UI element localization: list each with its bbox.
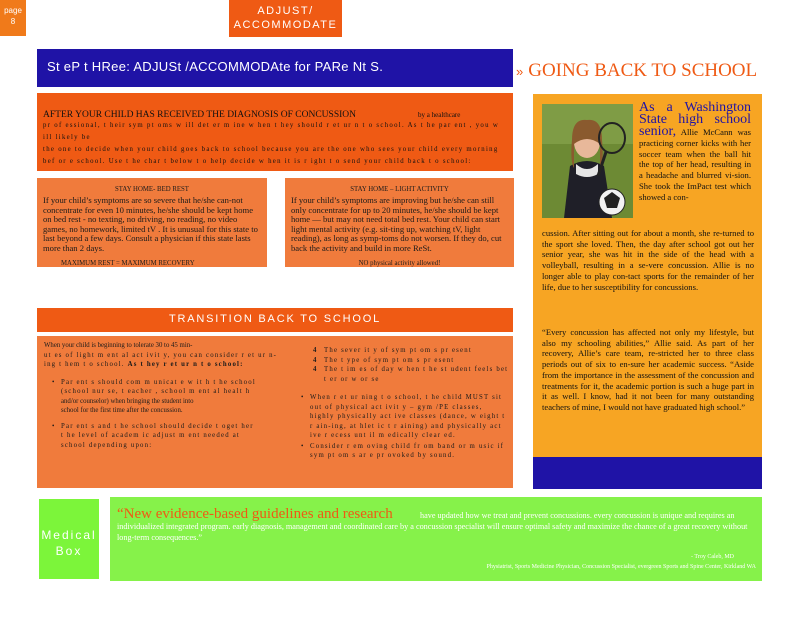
list-item-line: school for the first time after the concussion. (61, 407, 183, 414)
transition-intro-2: ut es of light m ent al act ivit y, you can consider r et ur n- (44, 351, 278, 359)
list-item: • Consider r em oving child fr om band or m usic if sym pt om s ar e pr ovoked by sound. (299, 442, 509, 461)
factor-marker: 4 (313, 356, 317, 364)
factor-item (313, 365, 509, 384)
athlete-story-sidebar (533, 94, 762, 457)
going-back-title: GOING BACK TO SCHOOL (528, 60, 758, 81)
diagnosis-byline: by a healthcare (418, 111, 461, 119)
transition-title: TRANSITION BACK TO SCHOOL (168, 313, 382, 325)
bed-rest-footer: MAXIMUM REST = MAXIMUM RECOVERY (61, 259, 195, 267)
medical-box-line1: Medical (41, 528, 97, 542)
diagnosis-panel (37, 93, 513, 171)
light-activity-body: If your child’s symptoms are improving but he/she can still only concentrate for up to 20 minutes, he/she should be kept home — but may not need total bed rest. Your child can start light mental activity (e.g. sit-ting up, watching tV, light reading), as long as symp-toms do not worsen. If they do, cut back the activity and build in more ReSt. (291, 195, 502, 253)
medical-quote-body: have updated how we treat and prevent concussions. every concussion is unique and requires an individualized integrated program. early diagnosis, management and coordinated care by a concussion specialist will ensure optimal safety and maximize the chance of a great recovery without long-term consequences.” (117, 511, 748, 542)
diagnosis-line-1: pr of essional, t heir sym pt oms w ill det er m ine w hen t hey should r et ur n t o school. As t he par ent , you w ill likely be (43, 122, 500, 141)
transition-right-column (299, 346, 509, 462)
medical-box-line2: Box (55, 544, 83, 558)
factor-marker: 4 (313, 347, 317, 354)
page-number-tab (0, 0, 26, 36)
athlete-story-lead-big: As a Washington State high school senior, (639, 100, 751, 139)
list-item: • When r et ur ning t o school, t he child MUST sit out of physical act ivit y – gym /PE classes, highly physically act ive classes (dance, w eight t r ain-ing, at hlet ic t r aining) and physically act ive r ecess unt il m edically clear ed. (299, 393, 509, 441)
factor-item (313, 346, 509, 356)
transition-banner (37, 308, 513, 332)
light-activity-footer: NO physical activity allowed! (358, 259, 441, 267)
page-label: page (4, 6, 22, 15)
transition-left-column (44, 341, 292, 456)
section-tab-line1: ADJUST/ (257, 5, 314, 17)
medical-quote-title: Physiatrist, Sports Medicine Physician, Concussion Specialist, evergreen Sports and Spine Center, Kirkland WA (486, 564, 756, 571)
athlete-story-quote: “Every concussion has affected not only my lifestyle, but also my schooling abilities,” Allie said. As part of her recovery, Allie’s care team, re-stricted her to three class periods out of six to en-sure her academic success. “Aside from the importance in the assessment of the concussion and treatments for it, the academic portion is such a huge part in it as well. I know, had it not been for many outstanding teachers of mine, I would not have graduated high school.” (542, 327, 754, 412)
transition-intro-3 (44, 360, 292, 370)
athlete-photo (542, 104, 633, 218)
factor-item (313, 356, 509, 366)
bed-rest-box (37, 178, 267, 267)
diagnosis-line-3: bef or e school. Use t he char t below t o help decide w hen it is r ight t o send your child back t o school: (43, 158, 472, 165)
step-three-title: St eP t HRee: ADJUSt /ACCOMMODAte for PARe Nt S. (47, 59, 384, 74)
transition-intro-1: When your child is beginning to tolerate 30 to 45 min- (44, 342, 193, 349)
diagnosis-line-2: the one to decide when your child goes back to school because you are the one who sees your child every morning (43, 146, 499, 153)
medical-box-label (37, 497, 101, 581)
list-item-line: • Par ent s and t he school should decide t oget her (61, 422, 254, 430)
athlete-photo-image (542, 104, 633, 218)
transition-intro-3-text: ing t hem t o school. (44, 361, 125, 368)
factor-text: The t ype of sym pt om s pr esent (324, 356, 455, 364)
list-item-line: and/or counselor) when bringing the student into (61, 397, 194, 405)
sidebar-footer-bar (533, 457, 762, 489)
section-tab (229, 0, 342, 37)
athlete-story-lead (639, 102, 751, 202)
medical-quote-signature (117, 552, 756, 572)
page-number: 8 (10, 17, 16, 26)
parent-guidance-list (44, 378, 292, 451)
list-item-line: school depending upon: (61, 441, 153, 449)
list-item-line: • Par ent s should com m unicat e w it h t he school (61, 378, 256, 386)
list-item (52, 422, 292, 451)
list-item-line: t he level of academ ic adjust m ent needed at (61, 432, 241, 439)
transition-intro-bold: As t hey r et ur n t o school: (127, 361, 244, 368)
list-item (52, 378, 292, 416)
return-rules-list (299, 393, 509, 461)
section-tab-line2: ACCOMMODATE (233, 19, 338, 31)
transition-panel (37, 336, 513, 488)
medical-quote-lead: “New evidence-based guidelines and research (117, 506, 393, 522)
diagnosis-heading (43, 110, 507, 120)
factor-marker: 4 (313, 366, 317, 373)
athlete-story-body: cussion. After sitting out for about a month, she re-turned to the sport she loved. Then, the day after school got out her senior year, she was hit in the side of the head with a volleyball, resulting in a se-vere concussion. Allie is no longer able to play con-tact sports for the remainder of her life, due to her susceptibility for concussions. (542, 228, 754, 292)
going-back-heading (516, 60, 800, 84)
bed-rest-heading: STAY HOME- BED REST (115, 186, 189, 193)
factor-text: The sever it y of sym pt om s pr esent (324, 347, 472, 354)
light-activity-heading: STAY HOME – LIGHT ACTIVITY (350, 186, 449, 193)
factor-text: The t im es of day w hen t he st udent feels bet t er or w or se (324, 366, 509, 383)
athlete-story-lead-rest: Allie McCann was practicing corner kicks with her soccer team when the ball hit the top of her head, resulting in a headache and blurred vi-sion. She took the ImPact test which showed a con- (639, 127, 751, 202)
light-activity-box (285, 178, 514, 267)
bed-rest-body: If your child’s symptoms are so severe that he/she can-not concentrate for even 10 minutes, he/she should be kept home on bed rest - no texting, no driving, no reading, no video games, no homework, limited tV . It is unusual for this state to last beyond a few days. Consult a physician if this state lasts more than 2 days. (43, 195, 258, 253)
chevron-right-icon: » (516, 64, 524, 79)
step-three-banner (37, 49, 513, 87)
list-item-line: (school nur se, t eacher , school m ent al healt h (61, 388, 251, 395)
diagnosis-title: AFTER YOUR CHILD HAS RECEIVED THE DIAGNOSIS OF CONCUSSION (43, 110, 356, 120)
medical-quote-name: - Troy Caleb, MD (690, 554, 734, 561)
